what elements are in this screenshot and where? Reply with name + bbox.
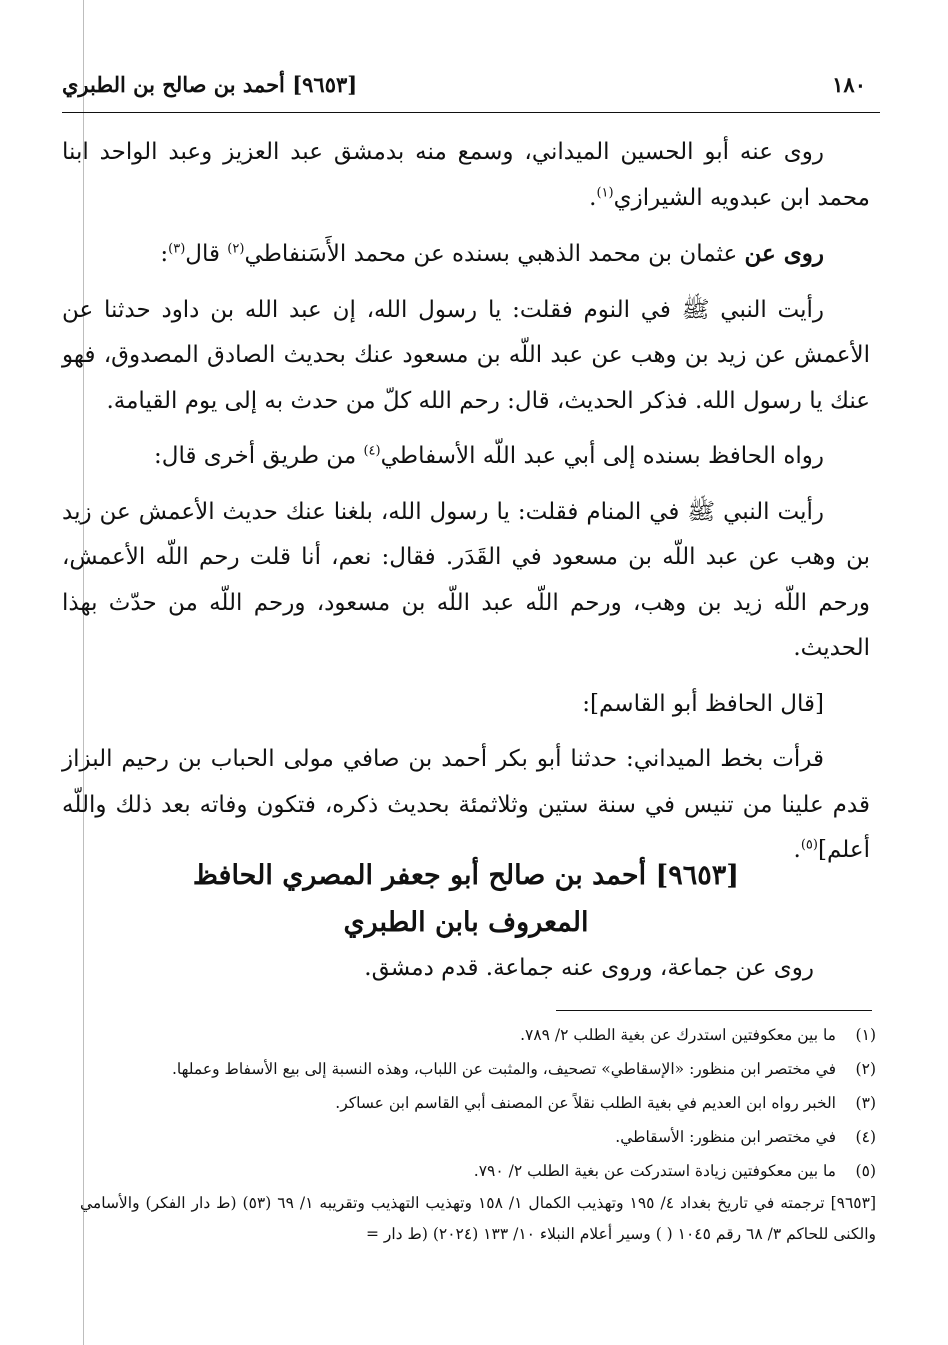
footnote-ref-1[interactable]: (١): [596, 184, 614, 200]
footnote-item: [80, 1052, 876, 1086]
body-text: [62, 130, 870, 884]
footnote-ref-3[interactable]: (٣): [168, 241, 186, 257]
footnote-ref-5[interactable]: (٥): [800, 837, 818, 853]
entry-text: روى عن جماعة، وروى عنه جماعة. قدم دمشق.: [364, 955, 814, 981]
footnote-text: ما بين معكوفتين استدرك عن بغية الطلب ٢/ ٧٨٩.: [520, 1026, 836, 1044]
footnote-number: (٥): [855, 1162, 876, 1180]
footnote-number: (٣): [855, 1094, 876, 1112]
paragraph-1: روى عنه أبو الحسين الميداني، وسمع منه بدمشق عبد العزيز وعبد الواحد ابنا محمد ابن عبدويه الشيرازي$^{(١)}$.: [62, 139, 870, 211]
page-number: ١٨٠: [832, 72, 866, 97]
paragraph-6: [قال الحافظ أبو القاسم]:: [582, 690, 824, 717]
paragraph-3: رأيت النبي ﷺ في النوم فقلت: يا رسول الله، إن عبد الله بن داود حدثنا عن الأعمش عن زيد بن وهب عن عبد اللّه بن مسعود عنك بحديث الصادق المصدوق، فهو عنك يا رسول الله. فذكر الحديث، قال: رحم الله كلّ من حدث به إلى يوم القيامة.: [62, 296, 870, 414]
footnote-item: [80, 1086, 876, 1120]
page-header: [62, 62, 880, 113]
paragraph-2: روى عن عثمان بن محمد الذهبي بسنده عن محمد الأَسَنفاطي$^{(٢)}$ قال$^{(٣)}$:: [160, 240, 824, 267]
footnote-number: (٤): [855, 1128, 876, 1146]
footnote-item: [80, 1018, 876, 1052]
paragraph-5: رأيت النبي ﷺ في المنام فقلت: يا رسول الله، بلغنا عنك حديث الأعمش عن زيد بن وهب عن عبد اللّه بن مسعود في القَدَر. فقال: نعم، أنا قلت رحم اللّه الأعمش، ورحم اللّه زيد بن وهب، ورحم اللّه عبد اللّه بن مسعود، ورحم اللّه من حدّث بهذا الحديث.: [62, 498, 870, 661]
footnote-text: ما بين معكوفتين زيادة استدركت عن بغية الطلب ٢/ ٧٩٠.: [473, 1162, 836, 1180]
footnote-item: [80, 1120, 876, 1154]
paragraph-7: قرأت بخط الميداني: حدثنا أبو بكر أحمد بن صافي مولى الحباب بن رحيم البزاز قدم علينا من تنيس في سنة ستين وثلاثمئة بحديث ذكره، فتكون وفاته بعد ذلك واللّه أعلم]$^{(٥)}$.: [62, 746, 870, 863]
lead-phrase: روى عن: [744, 240, 824, 267]
paragraph-4: رواه الحافظ بسنده إلى أبي عبد اللّه الأسفاطي$^{(٤)}$ من طريق أخرى قال:: [154, 443, 824, 469]
entry-heading: [62, 852, 870, 946]
footnote-list: [80, 1018, 876, 1188]
footnote-text: الخبر رواه ابن العديم في بغية الطلب نقلاً عن المصنف أبي القاسم ابن عساكر.: [335, 1094, 836, 1112]
entry-heading-line-1: [٩٦٥٣] أحمد بن صالح أبو جعفر المصري الحافظ: [192, 860, 740, 891]
footnote-divider: [556, 1010, 872, 1011]
bibliography-note: [٩٦٥٣] ترجمته في تاريخ بغداد ٤/ ١٩٥ وتهذيب الكمال ١/ ١٥٨ وتهذيب التهذيب وتقريبه ١/ ٦٩ (٥٣) (ط دار الفكر) والأسامي والكنى للحاكم ٣/ ٦٨ رقم ١٠٤٥ ( ) وسير أعلام النبلاء ١٠/ ١٣٣ (٢٠٢٤) (ط دار =: [80, 1194, 877, 1243]
footnote-number: (٢): [855, 1060, 876, 1078]
footnote-ref-2[interactable]: (٢): [227, 241, 245, 257]
footnote-number: (١): [855, 1026, 876, 1044]
entry-heading-line-2: المعروف بابن الطبري: [343, 907, 589, 938]
footnote-text: في مختصر ابن منظور: الأسقاطي.: [615, 1128, 836, 1146]
footnote-ref-4[interactable]: (٤): [363, 443, 381, 459]
footnotes: [80, 1018, 876, 1250]
footnote-text: في مختصر ابن منظور: «الإسقاطي» تصحيف، والمثبت عن اللباب، وهذه النسبة إلى بيع الأسفاط وعملها.: [171, 1060, 836, 1078]
footnote-item: [80, 1154, 876, 1188]
running-head: [٩٦٥٣] أحمد بن صالح بن الطبري: [62, 72, 358, 97]
